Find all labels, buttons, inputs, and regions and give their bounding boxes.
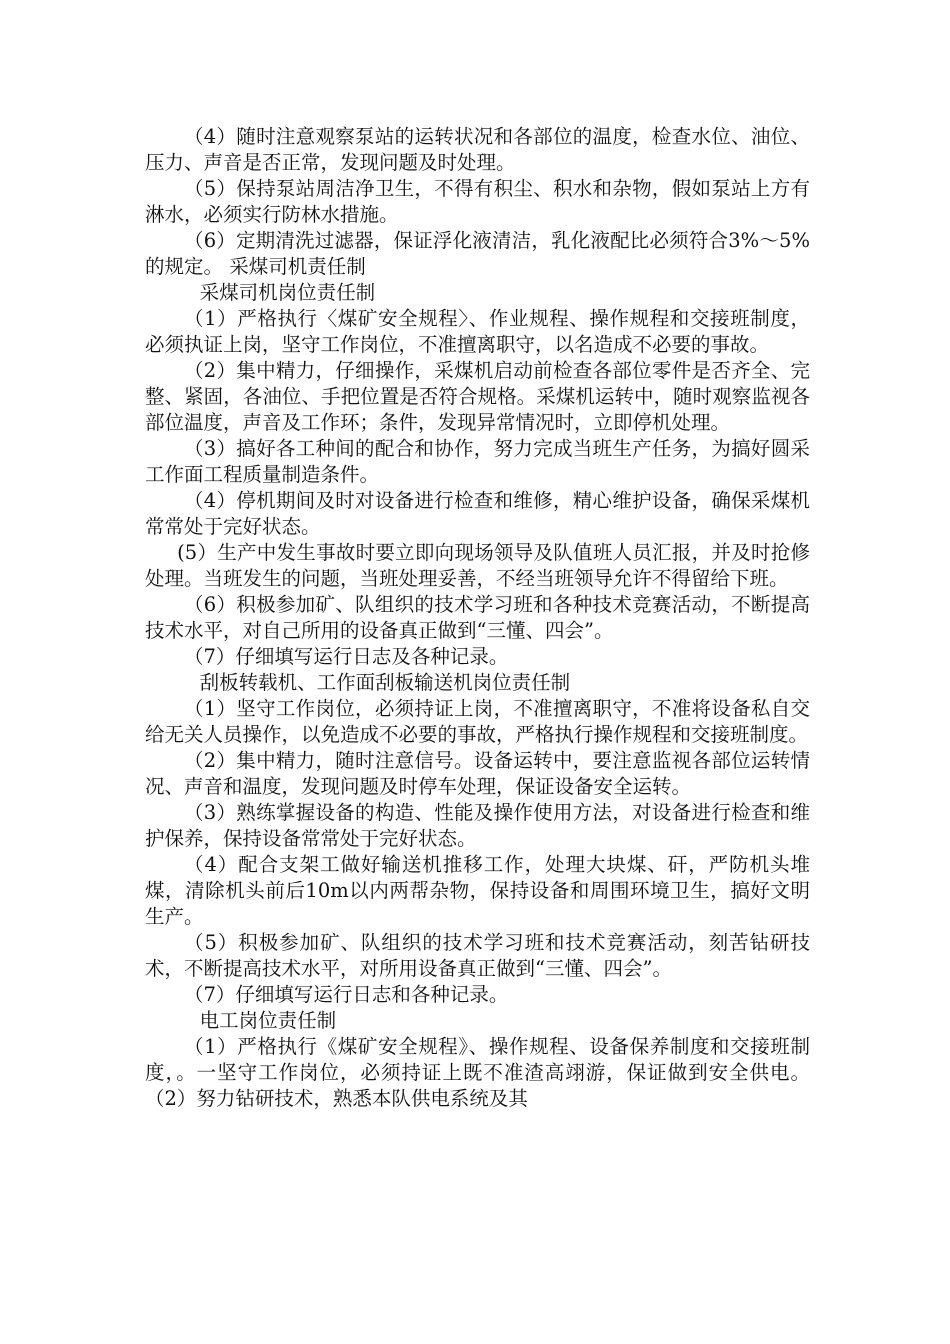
section-heading: 电工岗位责任制 [199,1009,337,1032]
paragraph: （1）严格执行〈煤矿安全规程〉、作业规程、操作规程和交接班制度，必须执证上岗，坚守工作岗位，不准擅离职守，以名造成不必要的事故。 [145,307,810,356]
paragraph: （1）坚守工作岗位，必须持证上岗，不准擅离职守，不准将设备私自交给无关人员操作，以免造成不必要的事故，严格执行操作规程和交接班制度。 [145,697,810,746]
paragraph: （4）随时注意观察泵站的运转状况和各部位的温度，检查水位、油位、压力、声音是否正常，发现问题及时处理。 [145,125,810,174]
paragraph: （5）积极参加矿、队组织的技术学习班和技术竞赛活动，刻苦钻研技术，不断提高技术水平，对所用设备真正做到“三懂、四会”。 [145,931,810,980]
paragraph: （7）仔细填写运行日志和各种记录。 [184,983,509,1006]
paragraph: （4）配合支架工做好输送机推移工作，处理大块煤、矸，严防机头堆煤，清除机头前后10m以内两帮杂物，保持设备和周围环境卫生，搞好文明生产。 [145,853,810,928]
paragraph: （2）集中精力，仔细操作，采煤机启动前检查各部位零件是否齐全、完整、紧固，各油位、手把位置是否符合规格。采煤机运转中，随时观察监视各部位温度，声音及工作环；条件，发现异常情况时，立即停机处理。 [145,359,810,434]
document-page [145,124,810,1112]
paragraph: (5）生产中发生事故时要立即向现场领导及队值班人员汇报，并及时抢修处理。当班发生的问题，当班处理妥善，不经当班领导允许不得留给下班。 [145,541,810,590]
paragraph: （4）停机期间及时对设备进行检查和维修，精心维护设备，确保采煤机常常处于完好状态。 [145,489,810,538]
paragraph: （5）保持泵站周洁净卫生，不得有积尘、积水和杂物，假如泵站上方有淋水，必须实行防林水措施。 [145,177,810,226]
paragraph: （6）定期清洗过滤器，保证浮化液清洁，乳化液配比必须符合3%～5%的规定。 采煤司机责任制 [145,229,810,278]
paragraph: （1）严格执行《煤矿安全规程》、操作规程、设备保养制度和交接班制度，。一坚守工作岗位，必须持证上既不准渣高翊游，保证做到安全供电。 （2）努力钻研技术，熟悉本队供电系统及其 [145,1035,810,1110]
paragraph: （3）搞好各工种间的配合和协作，努力完成当班生产任务，为搞好圆采工作面工程质量制造条件。 [145,437,810,486]
paragraph: （6）积极参加矿、队组织的技术学习班和各种技术竞赛活动，不断提高技术水平，对自己所用的设备真正做到“三懂、四会”。 [145,593,810,642]
paragraph: （2）集中精力，随时注意信号。设备运转中，要注意监视各部位运转情况、声音和温度，发现问题及时停车处理，保证设备安全运转。 [145,749,810,798]
section-heading: 采煤司机岗位责任制 [199,281,376,304]
section-heading: 刮板转载机、工作面刮板输送机岗位责任制 [199,671,571,694]
paragraph: （3）熟练掌握设备的构造、性能及操作使用方法，对设备进行检查和维护保养，保持设备常常处于完好状态。 [145,801,810,850]
paragraph: （7）仔细填写运行日志及各种记录。 [184,645,509,668]
